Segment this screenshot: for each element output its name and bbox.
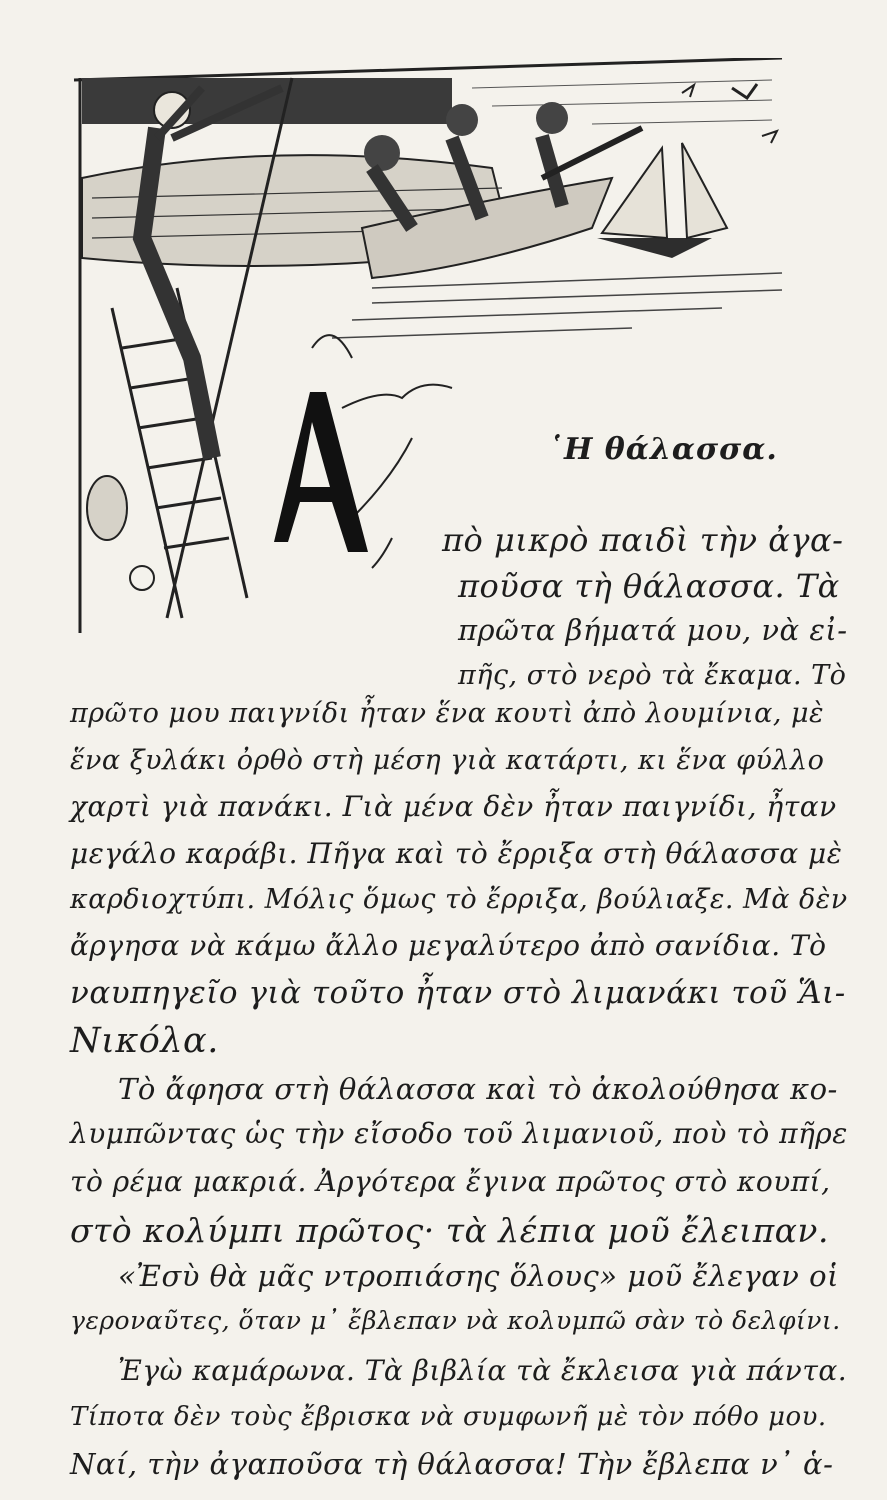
text-line: ποῦσα τὴ θάλασσα. Τὰ — [458, 567, 840, 605]
text-line: γεροναῦτες, ὅταν μ᾿ ἔβλεπαν νὰ κολυμπῶ σὰν τὸ δελφίνι. — [70, 1306, 841, 1335]
text-line: πὸ μικρὸ παιδὶ τὴν ἀγα- — [442, 521, 844, 559]
text-line: καρδιοχτύπι. Μόλις ὅμως τὸ ἔρριξα, βούλιαξε. Μὰ δὲν — [70, 884, 848, 915]
text-line: Ναί, τὴν ἀγαποῦσα τὴ θάλασσα! Τὴν ἔβλεπα ν᾿ ἁ- — [70, 1447, 834, 1481]
text-line: λυμπῶντας ὡς τὴν εἴσοδο τοῦ λιμανιοῦ, ποὺ τὸ πῆρε — [70, 1117, 848, 1150]
section-heading: ῾Η θάλασσα. — [548, 432, 778, 467]
text-line: πρῶτα βήματά μου, νὰ εἰ- — [458, 613, 848, 647]
text-line: πῆς, στὸ νερὸ τὰ ἔκαμα. Τὸ — [458, 660, 847, 691]
decorative-initial-letter — [270, 392, 410, 562]
text-line: τὸ ρέμα μακριά. Ἀργότερα ἔγινα πρῶτος στὸ κουπί, — [70, 1165, 831, 1198]
text-line: Ἐγὼ καμάρωνα. Τὰ βιβλία τὰ ἔκλεισα γιὰ πάντα. — [118, 1354, 848, 1387]
text-line: «Ἐσὺ θὰ μᾶς ντροπιάσης ὅλους» μοῦ ἔλεγαν οἱ — [118, 1259, 839, 1293]
text-line: πρῶτο μου παιγνίδι ἦταν ἕνα κουτὶ ἀπὸ λουμίνια, μὲ — [70, 698, 825, 729]
text-line: χαρτὶ γιὰ πανάκι. Γιὰ μένα δὲν ἦταν παιγνίδι, ἦταν — [70, 790, 837, 823]
text-line: ἕνα ξυλάκι ὀρθὸ στὴ μέση γιὰ κατάρτι, κι ἕνα φύλλο — [70, 745, 825, 776]
text-line: ναυπηγεῖο γιὰ τοῦτο ἦταν στὸ λιμανάκι τοῦ Ἅι- — [70, 975, 846, 1011]
text-line: ἄργησα νὰ κάμω ἄλλο μεγαλύτερο ἀπὸ σανίδια. Τὸ — [70, 929, 827, 962]
text-line: μεγάλο καράβι. Πῆγα καὶ τὸ ἔρριξα στὴ θάλασσα μὲ — [70, 837, 843, 870]
text-line: στὸ κολύμπι πρῶτος· τὰ λέπια μοῦ ἔλειπαν. — [70, 1211, 829, 1250]
text-line: Νικόλα. — [70, 1021, 219, 1061]
text-line: Τίποτα δὲν τοὺς ἔβρισκα νὰ συμφωνῆ μὲ τὸν πόθο μου. — [70, 1402, 827, 1432]
text-line: Τὸ ἄφησα στὴ θάλασσα καὶ τὸ ἀκολούθησα κο- — [118, 1072, 838, 1106]
